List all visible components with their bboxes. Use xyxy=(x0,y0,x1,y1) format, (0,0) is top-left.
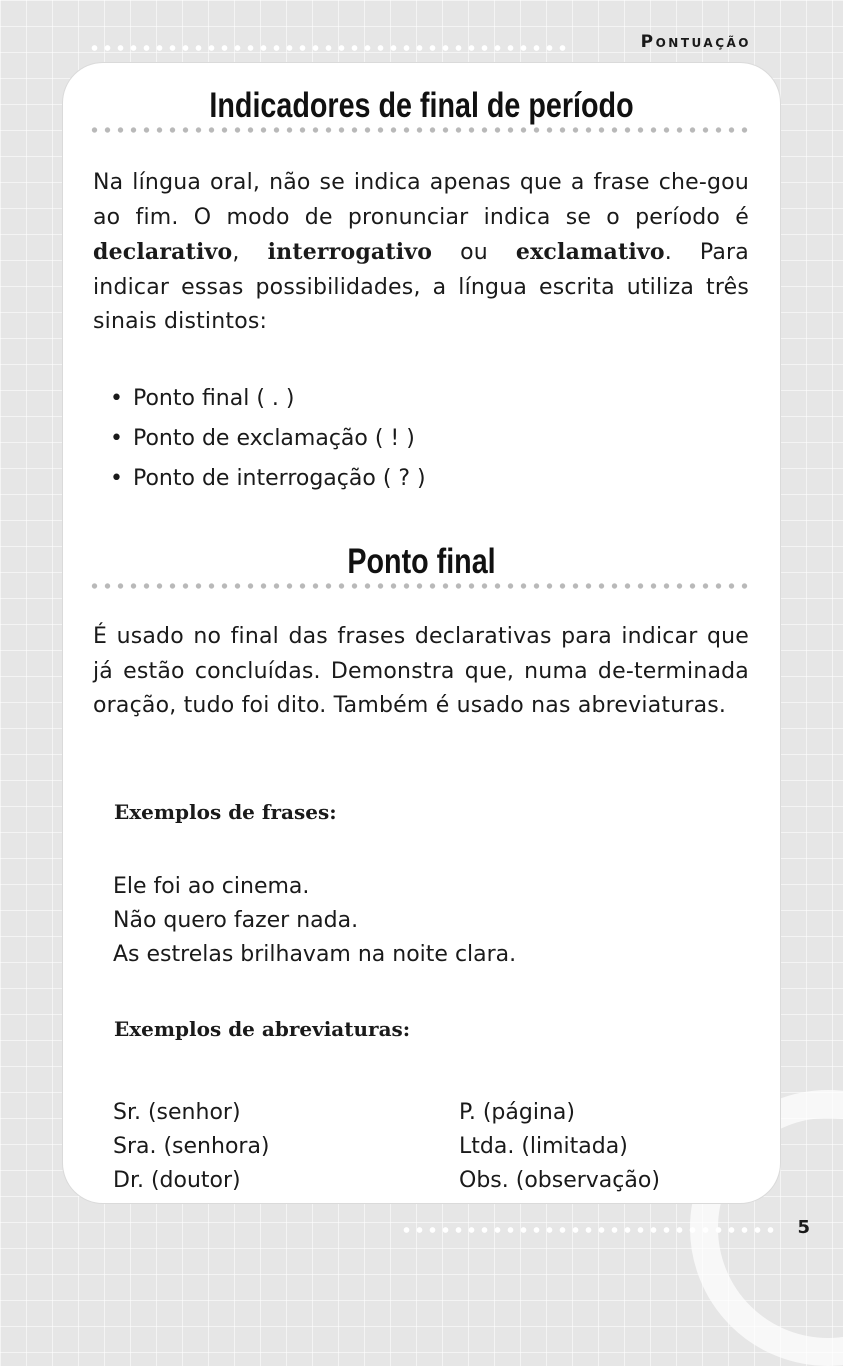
ponto-final-paragraph: É usado no final das frases declarativas para indicar que já estão concluídas. Demonstra que, numa de-terminada oração, tudo foi dito. Também é usado nas abreviaturas. xyxy=(93,624,749,718)
list-item: Sra. (senhora) xyxy=(113,1134,270,1159)
term-declarativo: declarativo xyxy=(93,239,233,265)
list-item: Ele foi ao cinema. xyxy=(113,874,310,899)
list-item: P. (página) xyxy=(459,1100,575,1125)
list-item: Dr. (doutor) xyxy=(113,1168,241,1193)
abbreviations-left xyxy=(113,1096,270,1198)
punctuation-list xyxy=(110,380,426,500)
section-divider xyxy=(88,127,753,133)
intro-sep-1: , xyxy=(232,240,268,265)
list-item: Sr. (senhor) xyxy=(113,1100,241,1125)
list-item: As estrelas brilhavam na noite clara. xyxy=(113,942,517,967)
list-item: • Ponto de exclamação ( ! ) xyxy=(110,420,426,460)
intro-text-1: Na língua oral, não se indica apenas que a frase che-gou ao fim. O modo de pronunciar indica se o período é xyxy=(93,170,749,230)
list-item: Ltda. (limitada) xyxy=(459,1134,628,1159)
intro-text-2: . Para indicar essas possibilidades, a língua escrita utiliza três sinais distintos: xyxy=(93,240,749,334)
list-item: Obs. (observação) xyxy=(459,1168,660,1193)
abbreviations-right xyxy=(459,1096,660,1198)
header-dots xyxy=(88,45,568,51)
intro-paragraph xyxy=(93,166,749,340)
list-item: • Ponto final ( . ) xyxy=(110,380,426,420)
examples-list xyxy=(113,870,516,972)
term-interrogativo: interrogativo xyxy=(267,239,433,265)
footer-dots xyxy=(400,1227,780,1233)
list-item: Não quero fazer nada. xyxy=(113,908,359,933)
section-divider xyxy=(88,583,753,589)
abbreviations-label: Exemplos de abreviaturas: xyxy=(114,1017,411,1041)
section-title-ponto-final: Ponto final xyxy=(347,542,496,581)
list-item: • Ponto de interrogação ( ? ) xyxy=(110,460,426,500)
running-head: Pontuação xyxy=(640,32,751,52)
section-title-indicadores: Indicadores de final de período xyxy=(209,86,634,125)
intro-sep-2: ou xyxy=(432,240,516,265)
page-number: 5 xyxy=(797,1217,810,1238)
examples-label: Exemplos de frases: xyxy=(114,800,337,824)
term-exclamativo: exclamativo xyxy=(515,239,665,265)
